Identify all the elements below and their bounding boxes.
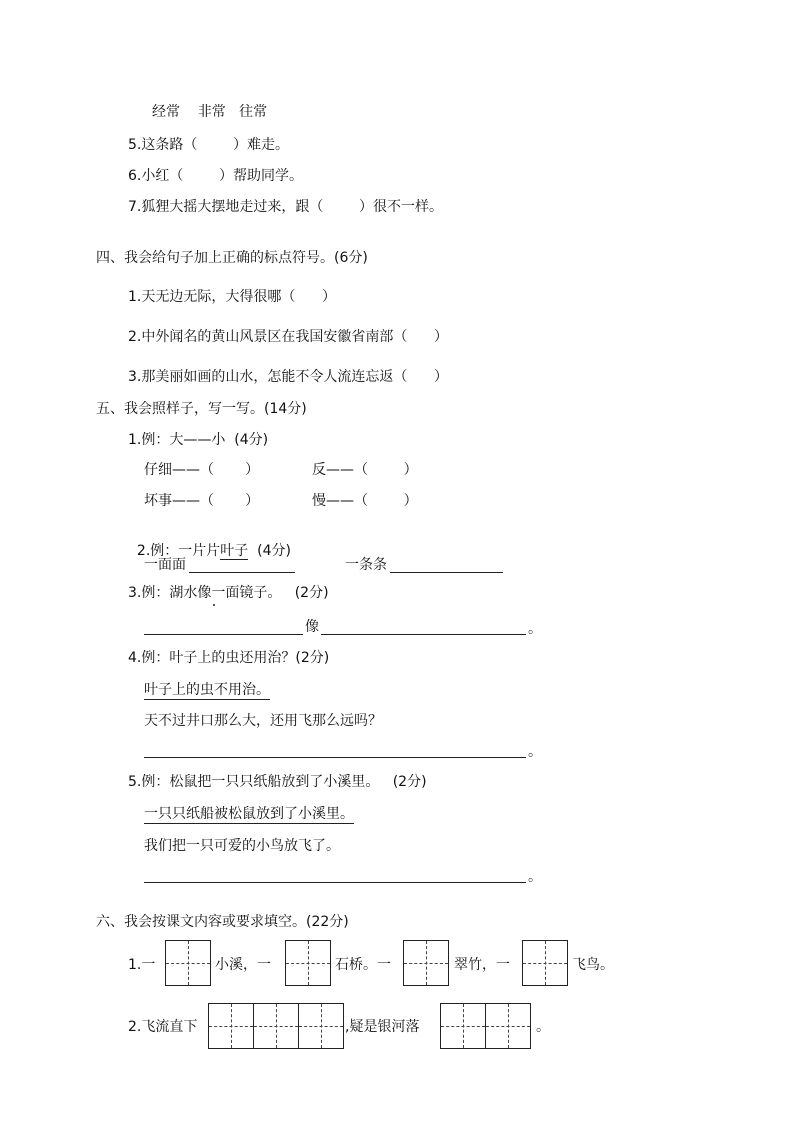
word-bank: 经常 非常 往常 [152,104,268,120]
poem-box-3[interactable] [298,1003,344,1049]
question-3-5: 5.这条路（ ）难走。 [128,137,289,153]
tianzige-box-1[interactable] [165,940,211,986]
question-5-4-prompt: 天不过井口那么大，还用飞那么远吗？ [144,713,382,729]
question-4-2: 2.中外闻名的黄山风景区在我国安徽省南部（ ） [128,329,449,345]
poem-prefix: 2.飞流直下 [128,1019,198,1035]
tianzige-box-3[interactable] [403,940,449,986]
poem-box-1[interactable] [208,1003,254,1049]
example-score: (4分) [257,543,292,559]
answer-line-4[interactable] [144,757,526,758]
poem-mid: ,疑是银河落 [345,1019,420,1035]
tianzige-box-4[interactable] [522,940,568,986]
question-5-5-prompt: 我们把一只可爱的小鸟放飞了。 [144,838,340,854]
question-3-7: 7.狐狸大摇大摆地走过来，跟（ ）很不一样。 [128,199,443,215]
fill-prefix: 1.一 [128,957,156,973]
measure-word-label-2: 一条条 [345,557,387,573]
poem-end: 。 [536,1019,550,1035]
poem-box-5[interactable] [485,1003,531,1049]
question-5-3-example: 3.例：湖水像一面镜子。 (2分) [128,585,329,601]
period-1: 。 [528,621,542,637]
example-answer-4: 叶子上的虫不用治。 [144,682,270,698]
poem-box-4[interactable] [440,1003,486,1049]
example-prefix: 2.例：一片片 [136,543,221,559]
question-3-6: 6.小红（ ）帮助同学。 [128,168,303,184]
answer-line-3a[interactable] [144,634,303,635]
answer-line-3b[interactable] [321,634,526,635]
section-5-heading: 五、我会照样子，写一写。(14分) [96,401,307,417]
answer-line-2[interactable] [390,572,503,573]
answer-line-1[interactable] [189,572,295,573]
antonym-blank-2[interactable]: 反——（ ） [312,462,418,478]
fill-text-c: 翠竹，一 [454,957,510,973]
fill-text-b: 石桥。一 [335,957,391,973]
tianzige-box-2[interactable] [285,940,331,986]
fill-text-a: 小溪，一 [215,957,271,973]
question-4-3: 3.那美丽如画的山水，怎能不令人流连忘返（ ） [128,369,449,385]
measure-word-label-1: 一面面 [144,557,186,573]
question-5-2-example [128,524,291,560]
period-3: 。 [528,869,542,885]
period-2: 。 [528,744,542,760]
question-4-1: 1.天无边无际，大得很哪（ ） [128,289,337,305]
answer-line-5[interactable] [144,882,526,883]
question-5-5-example: 5.例：松鼠把一只只纸船放到了小溪里。 (2分) [128,774,427,790]
antonym-blank-1[interactable]: 仔细——（ ） [144,462,260,478]
fill-text-d: 飞鸟。 [572,957,614,973]
example-underlined-word: 叶子 [220,543,249,559]
question-5-4-example: 4.例：叶子上的虫还用治？(2分) [128,650,330,666]
emphasis-dot [213,604,215,606]
poem-box-2[interactable] [253,1003,299,1049]
section-4-heading: 四、我会给句子加上正确的标点符号。(6分) [96,250,368,266]
section-6-heading: 六、我会按课文内容或要求填空。(22分) [96,914,349,930]
example-answer-5: 一只只纸船被松鼠放到了小溪里。 [144,806,354,822]
simile-word: 像 [305,619,319,635]
antonym-blank-4[interactable]: 慢——（ ） [312,493,418,509]
antonym-blank-3[interactable]: 坏事——（ ） [144,493,260,509]
question-5-1-example: 1.例：大——小 (4分) [128,432,269,448]
